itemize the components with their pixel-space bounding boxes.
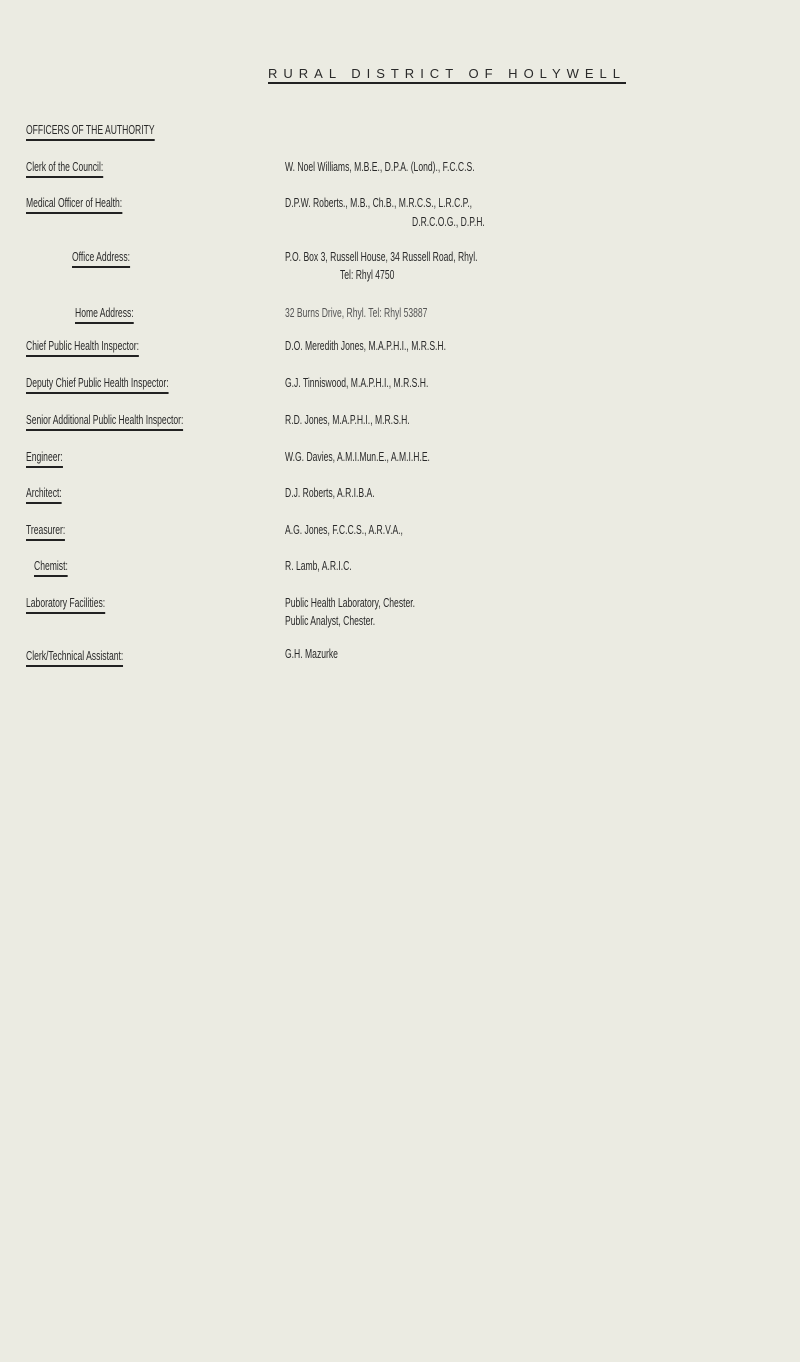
document-title: RURAL DISTRICT OF HOLYWELL <box>268 66 626 84</box>
value-architect: D.J. Roberts, A.R.I.B.A. <box>285 485 375 500</box>
value-home-address: 32 Burns Drive, Rhyl. Tel: Rhyl 53887 <box>285 305 428 320</box>
value-chemist: R. Lamb, A.R.I.C. <box>285 558 352 573</box>
label-senior-phi: Senior Additional Public Health Inspector: <box>26 412 183 431</box>
value-chief-phi: D.O. Meredith Jones, M.A.P.H.I., M.R.S.H. <box>285 338 447 353</box>
value-clerk-technical: G.H. Mazurke <box>285 646 338 661</box>
value-office-tel: Tel: Rhyl 4750 <box>340 267 395 282</box>
label-home-address: Home Address: <box>75 305 134 324</box>
label-medical-officer: Medical Officer of Health: <box>26 195 122 214</box>
value-clerk: W. Noel Williams, M.B.E., D.P.A. (Lond)., F.C.C.S. <box>285 159 475 174</box>
label-office-address: Office Address: <box>72 249 130 268</box>
value-treasurer: A.G. Jones, F.C.C.S., A.R.V.A., <box>285 522 403 537</box>
label-clerk: Clerk of the Council: <box>26 159 103 178</box>
value-engineer: W.G. Davies, A.M.I.Mun.E., A.M.I.H.E. <box>285 449 430 464</box>
value-laboratory-line2: Public Analyst, Chester. <box>285 613 376 628</box>
label-laboratory: Laboratory Facilities: <box>26 595 105 614</box>
value-medical-officer-line2: D.R.C.O.G., D.P.H. <box>412 214 485 229</box>
value-office-address: P.O. Box 3, Russell House, 34 Russell Road, Rhyl. <box>285 249 478 264</box>
label-chemist: Chemist: <box>34 558 68 577</box>
section-heading: OFFICERS OF THE AUTHORITY <box>26 122 155 141</box>
value-deputy-phi: G.J. Tinniswood, M.A.P.H.I., M.R.S.H. <box>285 375 429 390</box>
label-clerk-technical: Clerk/Technical Assistant: <box>26 648 123 667</box>
label-deputy-phi: Deputy Chief Public Health Inspector: <box>26 375 169 394</box>
value-medical-officer: D.P.W. Roberts., M.B., Ch.B., M.R.C.S., L.R.C.P., <box>285 195 473 210</box>
label-engineer: Engineer: <box>26 449 63 468</box>
value-senior-phi: R.D. Jones, M.A.P.H.I., M.R.S.H. <box>285 412 410 427</box>
label-chief-phi: Chief Public Health Inspector: <box>26 338 139 357</box>
label-architect: Architect: <box>26 485 62 504</box>
label-treasurer: Treasurer: <box>26 522 65 541</box>
value-laboratory: Public Health Laboratory, Chester. <box>285 595 416 610</box>
